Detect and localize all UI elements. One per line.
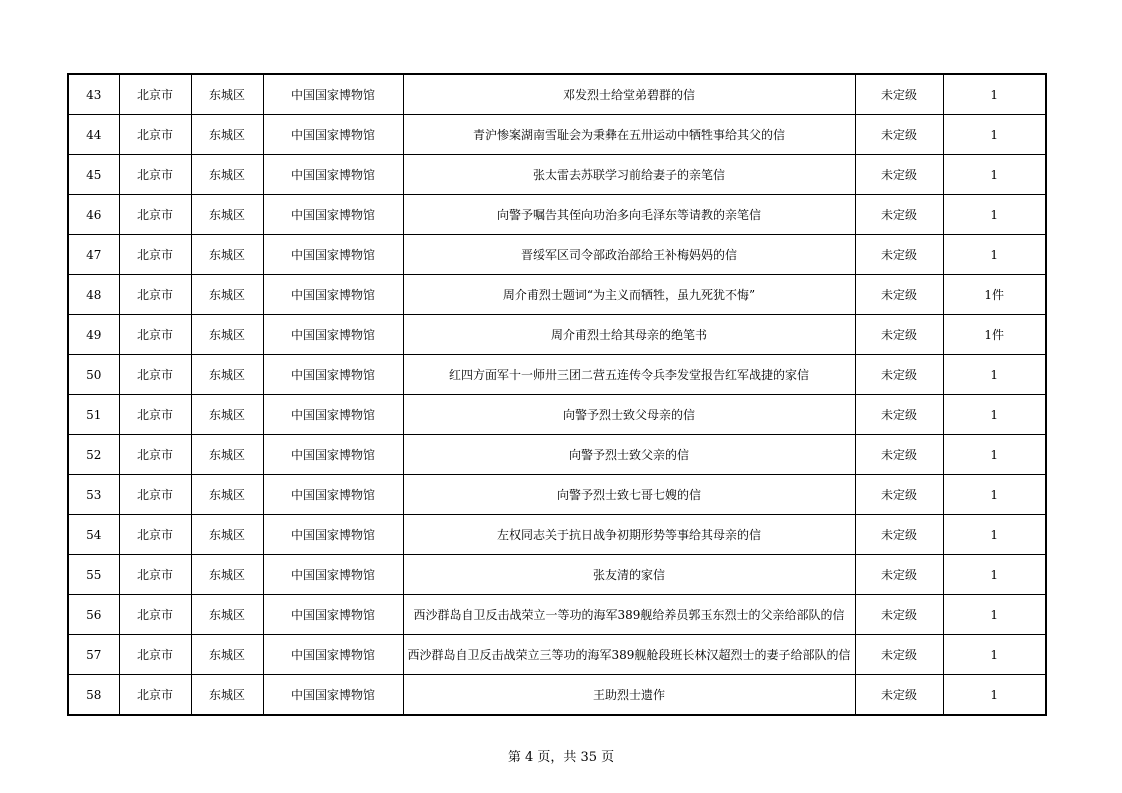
quantity-cell: 1	[943, 74, 1046, 115]
museum-cell: 中国国家博物馆	[263, 275, 403, 315]
quantity-cell: 1	[943, 515, 1046, 555]
table-row	[68, 595, 1046, 635]
district-cell: 东城区	[191, 635, 263, 675]
grade-cell: 未定级	[855, 515, 943, 555]
item-name-cell: 周介甫烈士题词“为主义而牺牲，虽九死犹不悔”	[403, 275, 855, 315]
item-name-cell: 向警予烈士致七哥七嫂的信	[403, 475, 855, 515]
row-number-cell: 57	[68, 635, 119, 675]
item-name-cell: 西沙群岛自卫反击战荣立一等功的海军389舰给养员郭玉东烈士的父亲给部队的信	[403, 595, 855, 635]
table-row	[68, 74, 1046, 115]
grade-cell: 未定级	[855, 555, 943, 595]
quantity-cell: 1	[943, 475, 1046, 515]
item-name-cell: 晋绥军区司令部政治部给王补梅妈妈的信	[403, 235, 855, 275]
museum-cell: 中国国家博物馆	[263, 74, 403, 115]
grade-cell: 未定级	[855, 635, 943, 675]
grade-cell: 未定级	[855, 275, 943, 315]
city-cell: 北京市	[119, 195, 191, 235]
row-number-cell: 44	[68, 115, 119, 155]
row-number-cell: 53	[68, 475, 119, 515]
grade-cell: 未定级	[855, 675, 943, 716]
city-cell: 北京市	[119, 155, 191, 195]
table-row	[68, 195, 1046, 235]
item-name-cell: 向警予烈士致父亲的信	[403, 435, 855, 475]
item-name-cell: 向警予嘱告其侄向功治多向毛泽东等请教的亲笔信	[403, 195, 855, 235]
table-row	[68, 475, 1046, 515]
row-number-cell: 56	[68, 595, 119, 635]
quantity-cell: 1件	[943, 275, 1046, 315]
quantity-cell: 1	[943, 195, 1046, 235]
item-name-cell: 西沙群岛自卫反击战荣立三等功的海军389舰舱段班长林汉超烈士的妻子给部队的信	[403, 635, 855, 675]
table-row	[68, 155, 1046, 195]
museum-cell: 中国国家博物馆	[263, 115, 403, 155]
museum-cell: 中国国家博物馆	[263, 675, 403, 716]
grade-cell: 未定级	[855, 435, 943, 475]
district-cell: 东城区	[191, 235, 263, 275]
district-cell: 东城区	[191, 315, 263, 355]
quantity-cell: 1	[943, 595, 1046, 635]
row-number-cell: 43	[68, 74, 119, 115]
row-number-cell: 55	[68, 555, 119, 595]
item-name-cell: 红四方面军十一师卅三团二营五连传令兵李发堂报告红军战捷的家信	[403, 355, 855, 395]
district-cell: 东城区	[191, 355, 263, 395]
city-cell: 北京市	[119, 635, 191, 675]
district-cell: 东城区	[191, 115, 263, 155]
table-row	[68, 235, 1046, 275]
row-number-cell: 51	[68, 395, 119, 435]
quantity-cell: 1件	[943, 315, 1046, 355]
city-cell: 北京市	[119, 115, 191, 155]
museum-cell: 中国国家博物馆	[263, 475, 403, 515]
city-cell: 北京市	[119, 555, 191, 595]
district-cell: 东城区	[191, 395, 263, 435]
item-name-cell: 青沪惨案湖南雪耻会为秉彝在五卅运动中牺牲事给其父的信	[403, 115, 855, 155]
grade-cell: 未定级	[855, 315, 943, 355]
city-cell: 北京市	[119, 275, 191, 315]
district-cell: 东城区	[191, 595, 263, 635]
table-row	[68, 315, 1046, 355]
table-row	[68, 395, 1046, 435]
quantity-cell: 1	[943, 675, 1046, 716]
page-number: 第 4 页，共 35 页	[507, 750, 615, 765]
grade-cell: 未定级	[855, 355, 943, 395]
quantity-cell: 1	[943, 395, 1046, 435]
grade-cell: 未定级	[855, 595, 943, 635]
city-cell: 北京市	[119, 595, 191, 635]
table-row	[68, 555, 1046, 595]
district-cell: 东城区	[191, 155, 263, 195]
city-cell: 北京市	[119, 435, 191, 475]
grade-cell: 未定级	[855, 395, 943, 435]
district-cell: 东城区	[191, 435, 263, 475]
row-number-cell: 48	[68, 275, 119, 315]
item-name-cell: 邓发烈士给堂弟碧群的信	[403, 74, 855, 115]
table-row	[68, 355, 1046, 395]
grade-cell: 未定级	[855, 195, 943, 235]
grade-cell: 未定级	[855, 235, 943, 275]
row-number-cell: 54	[68, 515, 119, 555]
city-cell: 北京市	[119, 475, 191, 515]
quantity-cell: 1	[943, 155, 1046, 195]
row-number-cell: 50	[68, 355, 119, 395]
item-name-cell: 张太雷去苏联学习前给妻子的亲笔信	[403, 155, 855, 195]
museum-cell: 中国国家博物馆	[263, 315, 403, 355]
table-body	[68, 74, 1046, 715]
row-number-cell: 47	[68, 235, 119, 275]
quantity-cell: 1	[943, 435, 1046, 475]
quantity-cell: 1	[943, 355, 1046, 395]
item-name-cell: 左权同志关于抗日战争初期形势等事给其母亲的信	[403, 515, 855, 555]
city-cell: 北京市	[119, 515, 191, 555]
city-cell: 北京市	[119, 74, 191, 115]
district-cell: 东城区	[191, 675, 263, 716]
item-name-cell: 周介甫烈士给其母亲的绝笔书	[403, 315, 855, 355]
museum-cell: 中国国家博物馆	[263, 395, 403, 435]
grade-cell: 未定级	[855, 155, 943, 195]
city-cell: 北京市	[119, 235, 191, 275]
quantity-cell: 1	[943, 635, 1046, 675]
museum-cell: 中国国家博物馆	[263, 355, 403, 395]
quantity-cell: 1	[943, 235, 1046, 275]
relics-table	[67, 73, 1047, 716]
district-cell: 东城区	[191, 74, 263, 115]
district-cell: 东城区	[191, 275, 263, 315]
item-name-cell: 向警予烈士致父母亲的信	[403, 395, 855, 435]
item-name-cell: 王助烈士遗作	[403, 675, 855, 716]
museum-cell: 中国国家博物馆	[263, 635, 403, 675]
district-cell: 东城区	[191, 195, 263, 235]
table-row	[68, 635, 1046, 675]
museum-cell: 中国国家博物馆	[263, 235, 403, 275]
quantity-cell: 1	[943, 555, 1046, 595]
grade-cell: 未定级	[855, 74, 943, 115]
city-cell: 北京市	[119, 355, 191, 395]
district-cell: 东城区	[191, 515, 263, 555]
row-number-cell: 58	[68, 675, 119, 716]
table-row	[68, 275, 1046, 315]
museum-cell: 中国国家博物馆	[263, 595, 403, 635]
museum-cell: 中国国家博物馆	[263, 435, 403, 475]
row-number-cell: 45	[68, 155, 119, 195]
row-number-cell: 49	[68, 315, 119, 355]
row-number-cell: 52	[68, 435, 119, 475]
city-cell: 北京市	[119, 395, 191, 435]
row-number-cell: 46	[68, 195, 119, 235]
museum-cell: 中国国家博物馆	[263, 155, 403, 195]
grade-cell: 未定级	[855, 475, 943, 515]
district-cell: 东城区	[191, 555, 263, 595]
museum-cell: 中国国家博物馆	[263, 195, 403, 235]
item-name-cell: 张友清的家信	[403, 555, 855, 595]
city-cell: 北京市	[119, 315, 191, 355]
table-row	[68, 515, 1046, 555]
museum-cell: 中国国家博物馆	[263, 515, 403, 555]
grade-cell: 未定级	[855, 115, 943, 155]
museum-cell: 中国国家博物馆	[263, 555, 403, 595]
table-row	[68, 115, 1046, 155]
district-cell: 东城区	[191, 475, 263, 515]
table-row	[68, 435, 1046, 475]
quantity-cell: 1	[943, 115, 1046, 155]
table-row	[68, 675, 1046, 716]
city-cell: 北京市	[119, 675, 191, 716]
